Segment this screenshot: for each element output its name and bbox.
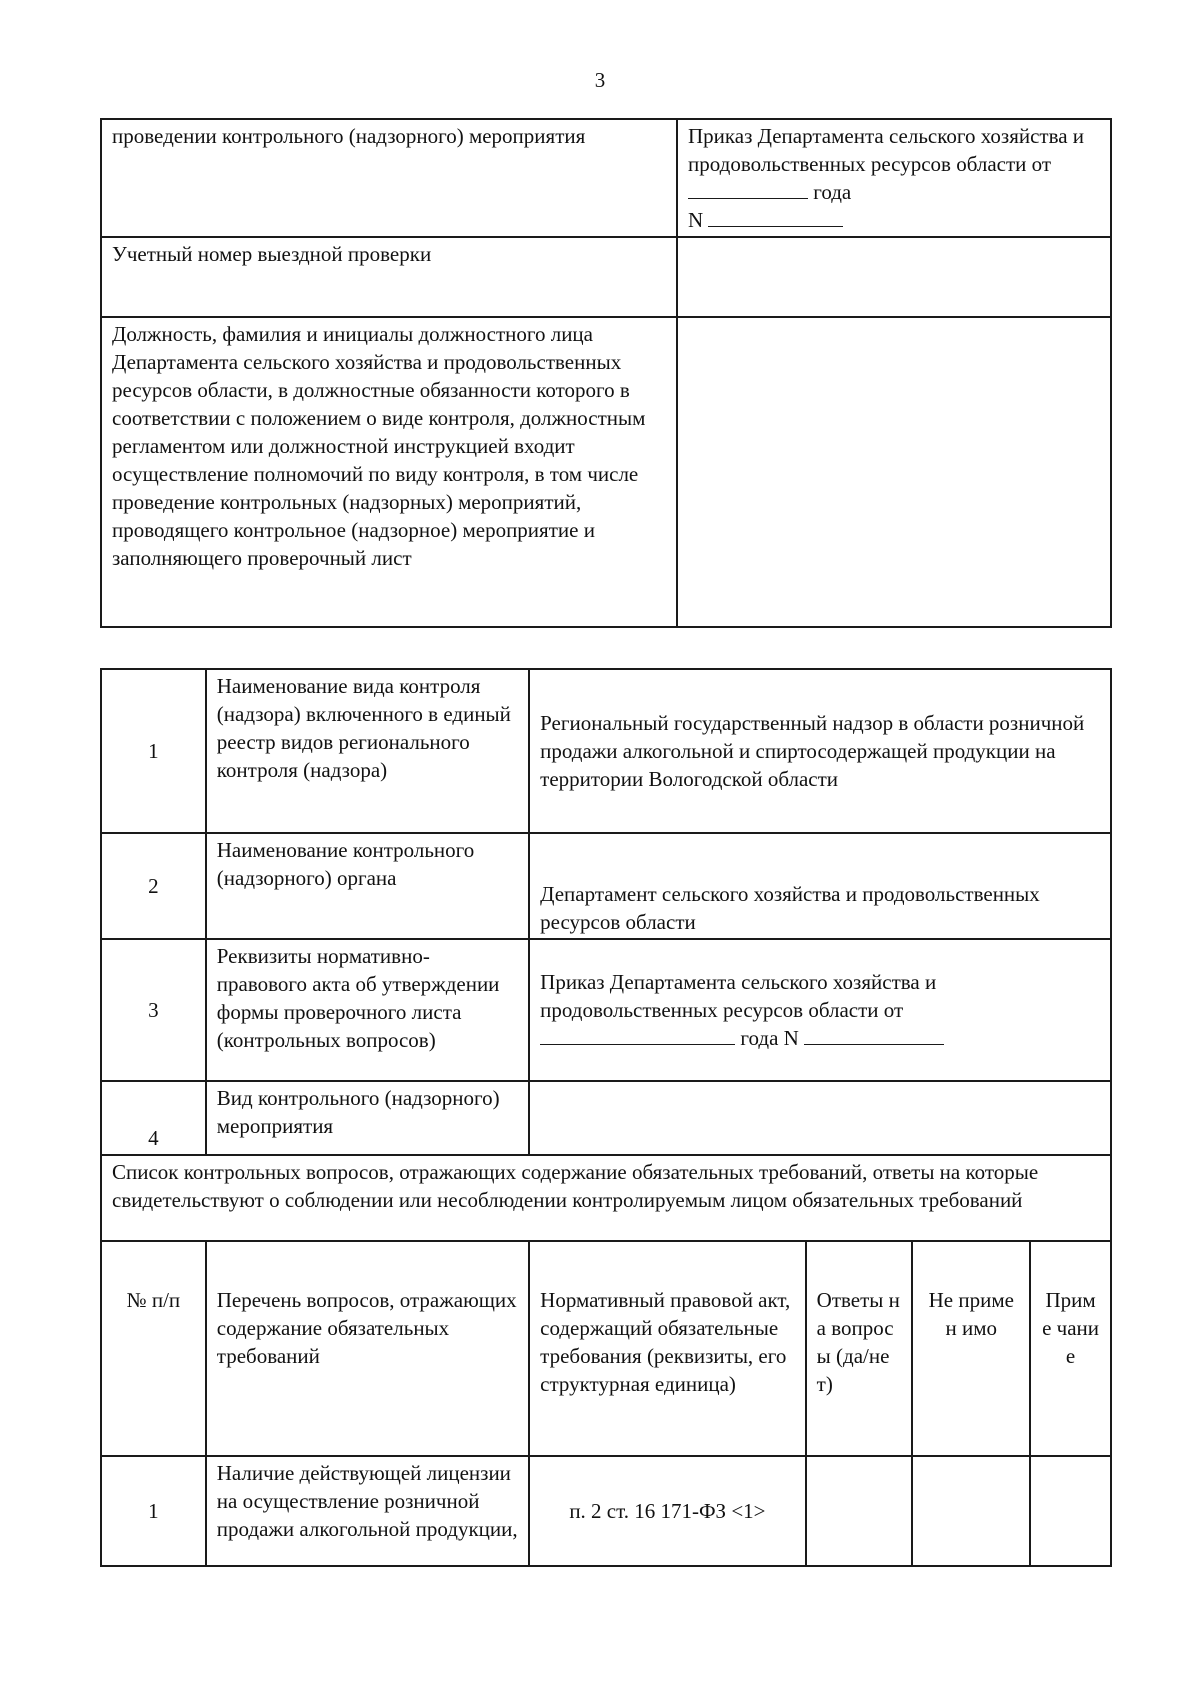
table-header-row bbox=[101, 1241, 1111, 1456]
question-act: п. 2 ст. 16 171-ФЗ <1> bbox=[529, 1456, 806, 1566]
inspection-number-label: Учетный номер выездной проверки bbox=[101, 237, 677, 317]
inspection-number-value[interactable] bbox=[677, 237, 1111, 317]
act-requisites-value bbox=[529, 939, 1111, 1081]
order-number-blank bbox=[708, 206, 843, 227]
control-type-label: Наименование вида контроля (надзора) включенного в единый реестр видов регионального контроля (надзора) bbox=[206, 669, 529, 833]
order-value-cell bbox=[677, 119, 1111, 237]
event-type-value[interactable] bbox=[529, 1081, 1111, 1155]
act-number-label: года N bbox=[740, 1026, 799, 1050]
order-year-suffix: года bbox=[813, 180, 852, 204]
questions-caption: Список контрольных вопросов, отражающих содержание обязательных требований, ответы на которые свидетельствуют о соблюдении или несоблюдении контролируемым лицом обязательных требований bbox=[101, 1155, 1111, 1241]
page-number: 3 bbox=[594, 68, 606, 92]
procedure-label-cell: проведении контрольного (надзорного) мероприятия bbox=[101, 119, 677, 237]
order-text: Приказ Департамента сельского хозяйства и продовольственных ресурсов области от bbox=[688, 124, 1085, 176]
row-number: 1 bbox=[101, 1456, 206, 1566]
order-date-blank bbox=[688, 178, 808, 199]
table-row bbox=[101, 1081, 1111, 1155]
info-table bbox=[100, 668, 1112, 1567]
column-header-note: Приме чание bbox=[1030, 1241, 1111, 1456]
act-date-blank bbox=[540, 1024, 735, 1045]
row-number: 2 bbox=[101, 833, 206, 939]
table-row bbox=[101, 317, 1111, 627]
act-requisites-label: Реквизиты нормативно-правового акта об утверждении формы проверочного листа (контрольных вопросов) bbox=[206, 939, 529, 1081]
row-number: 4 bbox=[101, 1081, 206, 1155]
official-label: Должность, фамилия и инициалы должностного лица Департамента сельского хозяйства и продовольственных ресурсов области, в должностные обязанности которого в соответствии с положением о виде контроля, должностным регламентом или должностной инструкцией входит осуществление полномочий по виду контроля, в том числе проведение контрольных (надзорных) мероприятий, проводящего контрольное (надзорное) мероприятие и заполняющего проверочный лист bbox=[101, 317, 677, 627]
column-header-num: № п/п bbox=[101, 1241, 206, 1456]
table-row bbox=[101, 237, 1111, 317]
column-header-questions: Перечень вопросов, отражающих содержание обязательных требований bbox=[206, 1241, 529, 1456]
table-row bbox=[101, 119, 1111, 237]
act-number-blank bbox=[804, 1024, 944, 1045]
event-type-label: Вид контрольного (надзорного) мероприятия bbox=[206, 1081, 529, 1155]
table-row bbox=[101, 669, 1111, 833]
column-header-act: Нормативный правовой акт, содержащий обязательные требования (реквизиты, его структурная единица) bbox=[529, 1241, 806, 1456]
not-applicable-cell[interactable] bbox=[912, 1456, 1030, 1566]
header-table bbox=[100, 118, 1112, 628]
act-requisites-text: Приказ Департамента сельского хозяйства и продовольственных ресурсов области от bbox=[540, 970, 937, 1022]
row-number: 3 bbox=[101, 939, 206, 1081]
column-header-not-applicable: Не примен имо bbox=[912, 1241, 1030, 1456]
row-number: 1 bbox=[101, 669, 206, 833]
table-row bbox=[101, 1155, 1111, 1241]
table-row bbox=[101, 1456, 1111, 1566]
note-cell[interactable] bbox=[1030, 1456, 1111, 1566]
control-type-value: Региональный государственный надзор в области розничной продажи алкогольной и спиртосодержащей продукции на территории Вологодской области bbox=[529, 669, 1111, 833]
answer-cell[interactable] bbox=[806, 1456, 913, 1566]
order-number-label: N bbox=[688, 208, 704, 232]
table-row bbox=[101, 939, 1111, 1081]
authority-value: Департамент сельского хозяйства и продовольственных ресурсов области bbox=[529, 833, 1111, 939]
authority-label: Наименование контрольного (надзорного) органа bbox=[206, 833, 529, 939]
official-value[interactable] bbox=[677, 317, 1111, 627]
question-text: Наличие действующей лицензии на осуществление розничной продажи алкогольной продукции, bbox=[206, 1456, 529, 1566]
column-header-answers: Ответы на вопрос ы (да/нет) bbox=[806, 1241, 913, 1456]
table-row bbox=[101, 833, 1111, 939]
